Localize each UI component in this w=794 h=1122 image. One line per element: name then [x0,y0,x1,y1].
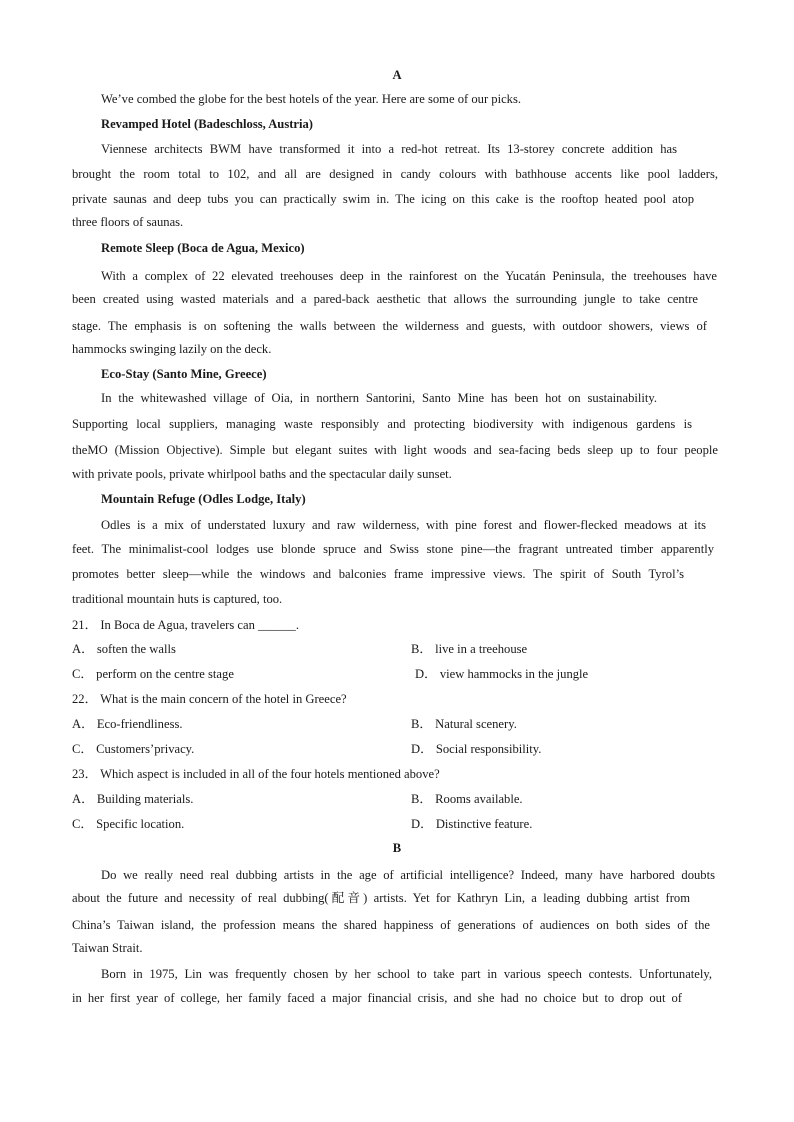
paragraph-line: been created using wasted materials and a pared-back aesthetic that allows the surrounding jungle to take centre [72,292,698,306]
paragraph-line: Viennese architects BWM have transformed it into a red-hot retreat. Its 13-storey concrete addition has [101,142,677,156]
paragraph-line: stage. The emphasis is on softening the walls between the wilderness and guests, with outdoor showers, views of [72,319,707,333]
question-stem: 23． Which aspect is included in all of the four hotels mentioned above? [72,767,440,781]
option-a: A． Building materials. [72,792,194,806]
paragraph-line: Born in 1975, Lin was frequently chosen by her school to take part in various speech contests. Unfortunately, [101,967,712,981]
option-a: A． Eco-friendliness. [72,717,183,731]
option-c: C． Specific location. [72,817,185,831]
hotel-title: Remote Sleep (Boca de Agua, Mexico) [101,241,305,255]
paragraph-line: In the whitewashed village of Oia, in northern Santorini, Santo Mine has been hot on sustainability. [101,391,657,405]
option-b: B． Natural scenery. [411,717,517,731]
option-d: D． view hammocks in the jungle [415,667,589,681]
option-b: B． Rooms available. [411,792,523,806]
paragraph-line: brought the room total to 102, and all are designed in candy colours with bathhouse accents like pool ladders, [72,167,718,181]
paragraph-line: with private pools, private whirlpool baths and the spectacular daily sunset. [72,467,452,481]
intro-text: We’ve combed the globe for the best hotels of the year. Here are some of our picks. [101,92,522,106]
paragraph-line: China’s Taiwan island, the profession means the shared happiness of generations of audiences on both sides of the [72,918,710,932]
hotel-title: Revamped Hotel (Badeschloss, Austria) [101,117,313,131]
question-stem: 22． What is the main concern of the hotel in Greece? [72,692,347,706]
paragraph-line: feet. The minimalist-cool lodges use blonde spruce and Swiss stone pine—the fragrant untreated timber apparently [72,542,714,556]
hotel-title: Eco-Stay (Santo Mine, Greece) [101,367,267,381]
option-a: A． soften the walls [72,642,176,656]
paragraph-line: about the future and necessity of real dubbing(配音) artists. Yet for Kathryn Lin, a leading dubbing artist from [72,891,690,905]
paragraph-line: traditional mountain huts is captured, too. [72,592,283,606]
paragraph-line: private saunas and deep tubs you can practically swim in. The icing on this cake is the rooftop heated pool atop [72,192,694,206]
paragraph-line: Odles is a mix of understated luxury and raw wilderness, with pine forest and flower-flecked meadows at its [101,518,706,532]
paragraph-line: With a complex of 22 elevated treehouses deep in the rainforest on the Yucatán Peninsula, the treehouses have [101,269,717,283]
paragraph-line: in her first year of college, her family faced a major financial crisis, and she had no choice but to drop out of [72,991,682,1005]
option-b: B． live in a treehouse [411,642,528,656]
paragraph-line: theMO (Mission Objective). Simple but elegant suites with light woods and sea-facing beds sleep up to four people [72,443,718,457]
section-a-heading: A [392,68,402,82]
paragraph-line: Supporting local suppliers, managing waste responsibly and protecting biodiversity with indigenous gardens is [72,417,692,431]
paragraph-line: Do we really need real dubbing artists in the age of artificial intelligence? Indeed, many have harbored doubts [101,868,715,882]
option-c: C． perform on the centre stage [72,667,234,681]
option-d: D． Social responsibility. [411,742,542,756]
question-stem: 21． In Boca de Agua, travelers can ______. [72,618,299,632]
option-c: C． Customers’privacy. [72,742,195,756]
option-d: D． Distinctive feature. [411,817,533,831]
paragraph-line: Taiwan Strait. [72,941,143,955]
paragraph-line: promotes better sleep—while the windows and balconies frame impressive views. The spirit of South Tyrol’s [72,567,684,581]
hotel-title: Mountain Refuge (Odles Lodge, Italy) [101,492,306,506]
paragraph-line: hammocks swinging lazily on the deck. [72,342,272,356]
section-b-heading: B [392,841,402,855]
paragraph-line: three floors of saunas. [72,215,184,229]
